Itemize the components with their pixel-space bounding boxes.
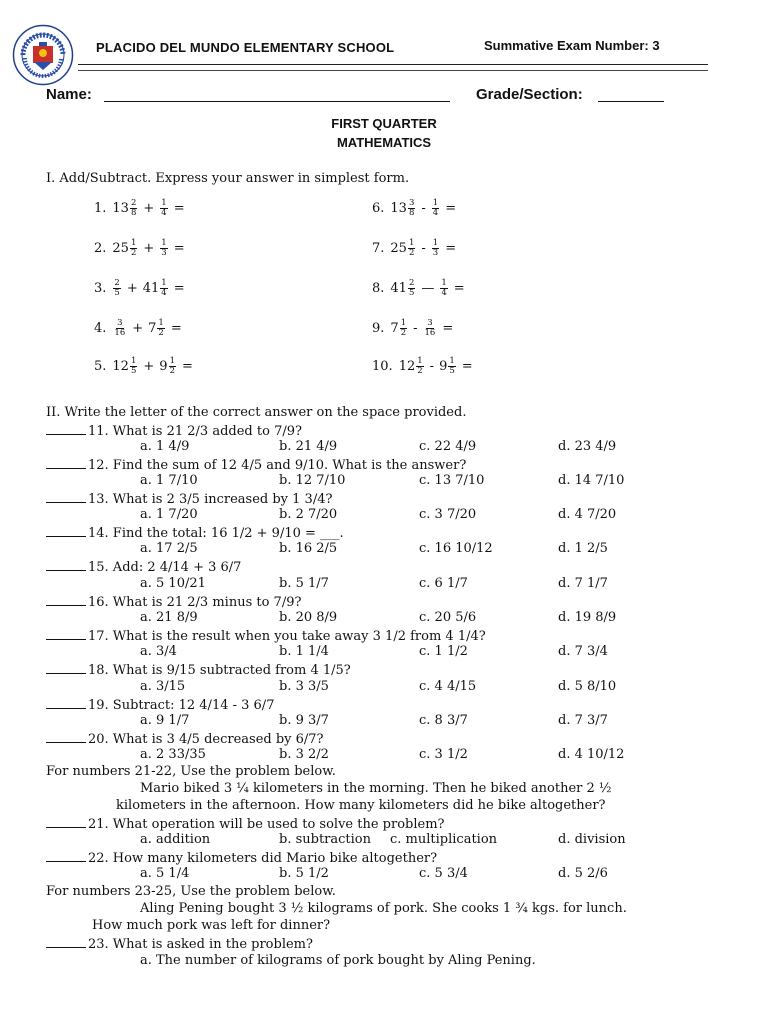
whole-number: 12	[112, 358, 129, 374]
denominator: 2	[158, 327, 164, 338]
denominator: 16	[114, 327, 126, 338]
denominator: 3	[432, 247, 439, 258]
choice-b: b. 3 2/2	[279, 747, 329, 762]
operator: -	[413, 320, 418, 336]
item-number: 7.	[372, 240, 385, 256]
answer-blank[interactable]	[46, 696, 86, 709]
question-20: 20. What is 3 4/5 decreased by 6/7?	[46, 730, 324, 747]
choice-b: b. 5 1/7	[279, 576, 329, 591]
whole-number: 13	[112, 200, 129, 216]
choice-b: b. 5 1/2	[279, 866, 329, 881]
fraction	[157, 319, 164, 338]
problem-note-21-22: For numbers 21-22, Use the problem below.	[46, 764, 336, 779]
whole-number: 9	[159, 358, 168, 374]
denominator: 8	[130, 207, 137, 218]
numerator: 1	[441, 277, 447, 288]
part1-item	[372, 234, 461, 262]
question-17: 17. What is the result when you take away 3 1/2 from 4 1/4?	[46, 627, 486, 644]
numerator: 1	[161, 237, 167, 248]
choice-a: a. 1 7/10	[140, 473, 198, 488]
fraction	[408, 279, 415, 298]
denominator: 4	[432, 207, 439, 218]
question-18: 18. What is 9/15 subtracted from 4 1/5?	[46, 661, 351, 678]
numerator: 1	[449, 355, 455, 366]
denominator: 2	[169, 365, 175, 376]
operator: +	[132, 320, 144, 336]
answer-blank[interactable]	[46, 815, 86, 828]
whole-number: 7	[148, 320, 157, 336]
choice-b: b. 21 4/9	[279, 439, 338, 454]
numerator: 2	[130, 197, 137, 208]
whole-number: 9	[439, 358, 448, 374]
answer-blank[interactable]	[46, 935, 86, 948]
header-rule-thin	[78, 70, 708, 71]
numerator: 1	[400, 317, 407, 328]
operator: =	[170, 320, 182, 336]
item-number: 1.	[94, 200, 107, 216]
choice-d: d. 7 3/7	[558, 713, 608, 728]
operator: -	[421, 200, 426, 216]
numerator: 1	[169, 355, 175, 366]
answer-blank[interactable]	[46, 730, 86, 743]
numerator: 1	[130, 355, 137, 366]
numerator: 2	[408, 277, 415, 288]
choice-d: d. 14 7/10	[558, 473, 625, 488]
fraction	[448, 357, 455, 376]
choice-c: c. 1 1/2	[419, 644, 468, 659]
answer-blank[interactable]	[46, 849, 86, 862]
whole-number: 25	[112, 240, 129, 256]
answer-blank[interactable]	[46, 627, 86, 640]
question-15: 15. Add: 2 4/14 + 3 6/7	[46, 558, 241, 575]
fraction	[408, 239, 415, 258]
question-12: 12. Find the sum of 12 4/5 and 9/10. What is the answer?	[46, 456, 466, 473]
numerator: 1	[130, 237, 137, 248]
operator: =	[442, 320, 454, 336]
item-number: 6.	[372, 200, 385, 216]
part1-item	[94, 274, 190, 302]
choice-a: a. 3/4	[140, 644, 177, 659]
numerator: 1	[161, 197, 167, 208]
answer-blank[interactable]	[46, 456, 86, 469]
whole-number: 13	[390, 200, 407, 216]
choice-c: c. 16 10/12	[419, 541, 493, 556]
denominator: 2	[417, 365, 423, 376]
fraction	[113, 319, 126, 338]
choice-c: c. 5 3/4	[419, 866, 468, 881]
part1-item	[372, 314, 458, 342]
item-number: 10.	[372, 358, 393, 374]
answer-blank[interactable]	[46, 593, 86, 606]
fraction	[160, 279, 167, 298]
name-label: Name:	[46, 86, 92, 103]
choice-b: b. 20 8/9	[279, 610, 338, 625]
numerator: 1	[432, 197, 439, 208]
choice-c: c. 6 1/7	[419, 576, 468, 591]
choice-b: b. 2 7/20	[279, 507, 338, 522]
whole-number: 41	[142, 280, 160, 296]
fraction	[400, 319, 407, 338]
operator: =	[173, 240, 185, 256]
part2-instruction: II. Write the letter of the correct answer on the space provided.	[46, 405, 467, 420]
question-13: 13. What is 2 3/5 increased by 1 3/4?	[46, 490, 332, 507]
choice-b: b. 12 7/10	[279, 473, 346, 488]
operator: =	[445, 200, 457, 216]
denominator: 4	[441, 287, 447, 298]
choice-a: a. 1 4/9	[140, 439, 190, 454]
numerator: 3	[408, 197, 415, 208]
denominator: 3	[161, 247, 167, 258]
numerator: 1	[432, 237, 439, 248]
choice-c: c. 13 7/10	[419, 473, 485, 488]
problem-23-line2: How much pork was left for dinner?	[92, 918, 331, 933]
problem-21-line1: Mario biked 3 ¼ kilometers in the morning. Then he biked another 2 ½	[140, 781, 612, 796]
choice-a: a. 2 33/35	[140, 747, 206, 762]
question-14: 14. Find the total: 16 1/2 + 9/10 = ___.	[46, 524, 344, 541]
fraction	[432, 239, 439, 258]
fraction	[169, 357, 176, 376]
operator: =	[181, 358, 193, 374]
fraction	[432, 199, 439, 218]
choice-b: b. subtraction	[279, 832, 372, 847]
exam-number: Summative Exam Number: 3	[484, 38, 660, 53]
operator: =	[453, 280, 465, 296]
numerator: 3	[427, 317, 433, 328]
choice-b: b. 9 3/7	[279, 713, 329, 728]
denominator: 2	[400, 327, 407, 338]
denominator: 4	[161, 207, 167, 218]
denominator: 8	[408, 207, 415, 218]
choice-b: b. 3 3/5	[279, 679, 329, 694]
question-11: 11. What is 21 2/3 added to 7/9?	[46, 422, 302, 439]
choice-c: c. 3 1/2	[419, 747, 468, 762]
fraction	[160, 199, 167, 218]
name-blank[interactable]	[104, 101, 450, 102]
question-21: 21. What operation will be used to solve the problem?	[46, 815, 445, 832]
item-number: 8.	[372, 280, 385, 296]
choice-c: c. 20 5/6	[419, 610, 477, 625]
choice-d: d. 5 8/10	[558, 679, 617, 694]
part1-instruction: I. Add/Subtract. Express your answer in simplest form.	[46, 171, 410, 186]
choice-d: d. 7 3/4	[558, 644, 608, 659]
choice-a: a. 9 1/7	[140, 713, 190, 728]
quarter-title: FIRST QUARTER	[331, 116, 437, 131]
choice-a: a. 3/15	[140, 679, 186, 694]
question-16: 16. What is 21 2/3 minus to 7/9?	[46, 593, 301, 610]
fraction	[416, 357, 423, 376]
numerator: 2	[114, 277, 120, 288]
choice-c: c. multiplication	[390, 832, 498, 847]
fraction	[160, 239, 167, 258]
choice-a: a. 5 1/4	[140, 866, 190, 881]
choice-d: d. 4 10/12	[558, 747, 625, 762]
fraction	[408, 199, 415, 218]
part1-item	[94, 234, 190, 262]
header-rule	[78, 64, 708, 65]
choice-c: c. 4 4/15	[419, 679, 477, 694]
denominator: 4	[161, 287, 167, 298]
choice-a: a. 5 10/21	[140, 576, 206, 591]
item-number: 3.	[94, 280, 107, 296]
choice-d: d. 5 2/6	[558, 866, 608, 881]
problem-note-23-25: For numbers 23-25, Use the problem below.	[46, 884, 336, 899]
denominator: 5	[408, 287, 415, 298]
problem-21-line2: kilometers in the afternoon. How many kilometers did he bike altogether?	[116, 798, 606, 813]
grade-section-blank[interactable]	[598, 101, 664, 102]
denominator: 16	[424, 327, 436, 338]
choice-d: d. division	[558, 832, 626, 847]
numerator: 1	[158, 317, 164, 328]
operator: =	[173, 280, 185, 296]
answer-blank[interactable]	[46, 422, 86, 435]
choice-c: c. 22 4/9	[419, 439, 477, 454]
school-name: PLACIDO DEL MUNDO ELEMENTARY SCHOOL	[96, 40, 395, 55]
fraction	[130, 357, 137, 376]
choice-c: c. 8 3/7	[419, 713, 468, 728]
denominator: 5	[449, 365, 455, 376]
question-22: 22. How many kilometers did Mario bike altogether?	[46, 849, 437, 866]
part1-item	[94, 352, 198, 380]
subject-title: MATHEMATICS	[336, 135, 432, 150]
item-number: 4.	[94, 320, 107, 336]
grade-section-label: Grade/Section:	[476, 86, 583, 103]
answer-blank[interactable]	[46, 661, 86, 674]
choice-d: d. 19 8/9	[558, 610, 617, 625]
operator: +	[126, 280, 138, 296]
operator: =	[445, 240, 457, 256]
numerator: 1	[161, 277, 167, 288]
answer-blank[interactable]	[46, 558, 86, 571]
deped-seal-logo	[12, 24, 74, 86]
numerator: 1	[417, 355, 423, 366]
part1-item	[372, 274, 470, 302]
choice-a: a. 17 2/5	[140, 541, 198, 556]
operator: -	[421, 240, 426, 256]
choice-b: b. 1 1/4	[279, 644, 329, 659]
item-number: 9.	[372, 320, 385, 336]
choice-a: a. addition	[140, 832, 211, 847]
operator: =	[461, 358, 473, 374]
item-number: 5.	[94, 358, 107, 374]
fraction	[424, 319, 437, 338]
whole-number: 7	[390, 320, 399, 336]
answer-blank[interactable]	[46, 490, 86, 503]
part1-item	[94, 314, 187, 342]
denominator: 5	[114, 287, 120, 298]
numerator: 3	[117, 317, 123, 328]
choice-d: d. 4 7/20	[558, 507, 617, 522]
fraction	[440, 279, 447, 298]
operator: +	[143, 200, 155, 216]
choice-d: d. 7 1/7	[558, 576, 608, 591]
choice-d: d. 1 2/5	[558, 541, 608, 556]
whole-number: 12	[398, 358, 416, 374]
operator: +	[143, 358, 155, 374]
denominator: 2	[130, 247, 137, 258]
item-number: 2.	[94, 240, 107, 256]
choice-a: a. 21 8/9	[140, 610, 198, 625]
whole-number: 41	[390, 280, 407, 296]
choice-a: a. The number of kilograms of pork bought by Aling Pening.	[140, 953, 536, 968]
denominator: 2	[408, 247, 415, 258]
denominator: 5	[130, 365, 137, 376]
operator: —	[421, 280, 435, 296]
part1-item	[94, 194, 190, 222]
numerator: 1	[408, 237, 415, 248]
question-23: 23. What is asked in the problem?	[46, 935, 313, 952]
operator: =	[173, 200, 185, 216]
operator: -	[429, 358, 435, 374]
fraction	[130, 199, 137, 218]
part1-item	[372, 352, 478, 380]
choice-b: b. 16 2/5	[279, 541, 338, 556]
choice-d: d. 23 4/9	[558, 439, 617, 454]
fraction	[130, 239, 137, 258]
answer-blank[interactable]	[46, 524, 86, 537]
choice-c: c. 3 7/20	[419, 507, 477, 522]
operator: +	[143, 240, 155, 256]
part1-item	[372, 194, 461, 222]
question-19: 19. Subtract: 12 4/14 - 3 6/7	[46, 696, 274, 713]
choice-a: a. 1 7/20	[140, 507, 198, 522]
problem-23-line1: Aling Pening bought 3 ½ kilograms of pork. She cooks 1 ¾ kgs. for lunch.	[140, 901, 627, 916]
whole-number: 25	[390, 240, 407, 256]
fraction	[113, 279, 120, 298]
